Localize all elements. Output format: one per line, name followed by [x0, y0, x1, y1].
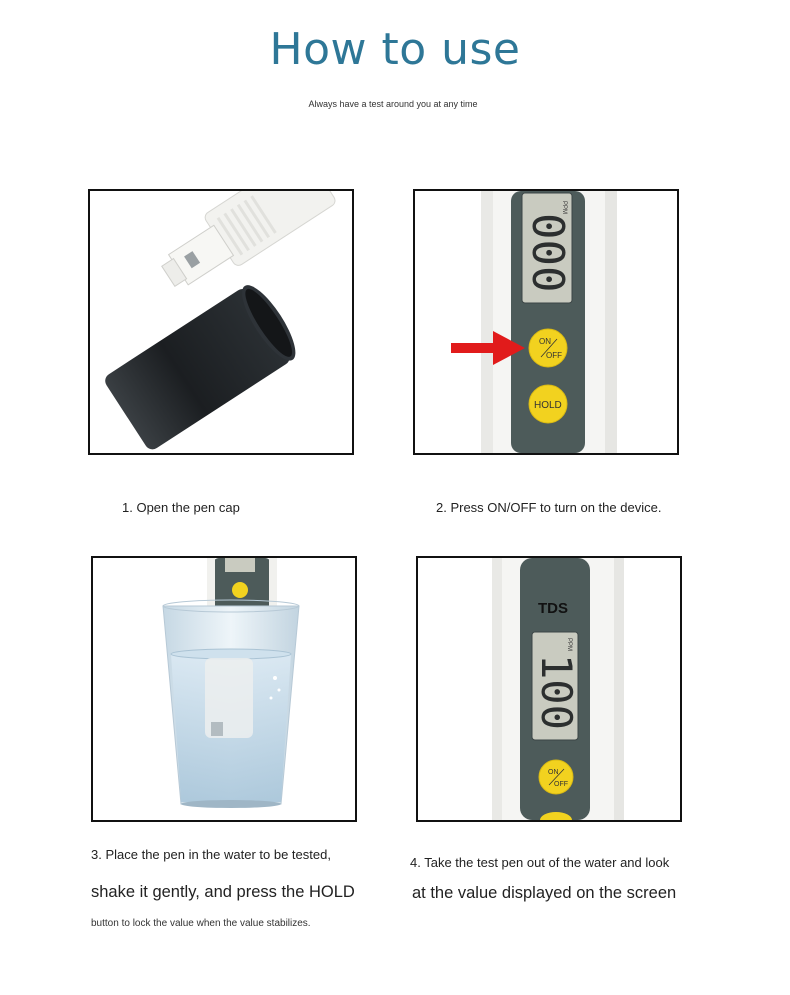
step-1-image [88, 189, 354, 455]
step-3-caption-line3: button to lock the value when the value stabilizes. [91, 918, 311, 929]
lcd-reading: 000 [522, 213, 573, 293]
on-off-label-bottom: OFF [546, 351, 562, 360]
pen-tip [151, 191, 337, 301]
step-2-image [413, 189, 679, 455]
lcd-reading: 100 [532, 654, 581, 730]
step-4-caption-line1: 4. Take the test pen out of the water and look [410, 855, 670, 870]
on-off-button[interactable] [529, 329, 567, 367]
step-3-caption-line2: shake it gently, and press the HOLD [91, 883, 355, 901]
brand-label: TDS [538, 600, 568, 617]
page-title: How to use [269, 24, 521, 75]
page-subtitle: Always have a test around you at any time [308, 99, 478, 109]
on-off-label-top: ON [539, 337, 551, 346]
step-2-caption: 2. Press ON/OFF to turn on the device. [436, 500, 662, 515]
step-3-caption-line1: 3. Place the pen in the water to be tested, [91, 847, 331, 862]
lcd-unit: PPM [561, 201, 567, 215]
hold-label: HOLD [534, 400, 562, 411]
step-4-caption-line2: at the value displayed on the screen [412, 884, 677, 902]
on-off-label-top: ON [548, 769, 559, 776]
lcd-unit: PPM [566, 638, 572, 652]
pen-cap [102, 278, 304, 452]
on-off-label-bottom: OFF [554, 781, 568, 788]
step-4-image [416, 556, 682, 822]
step-1-caption: 1. Open the pen cap [122, 500, 240, 515]
step-3-image [91, 556, 357, 822]
